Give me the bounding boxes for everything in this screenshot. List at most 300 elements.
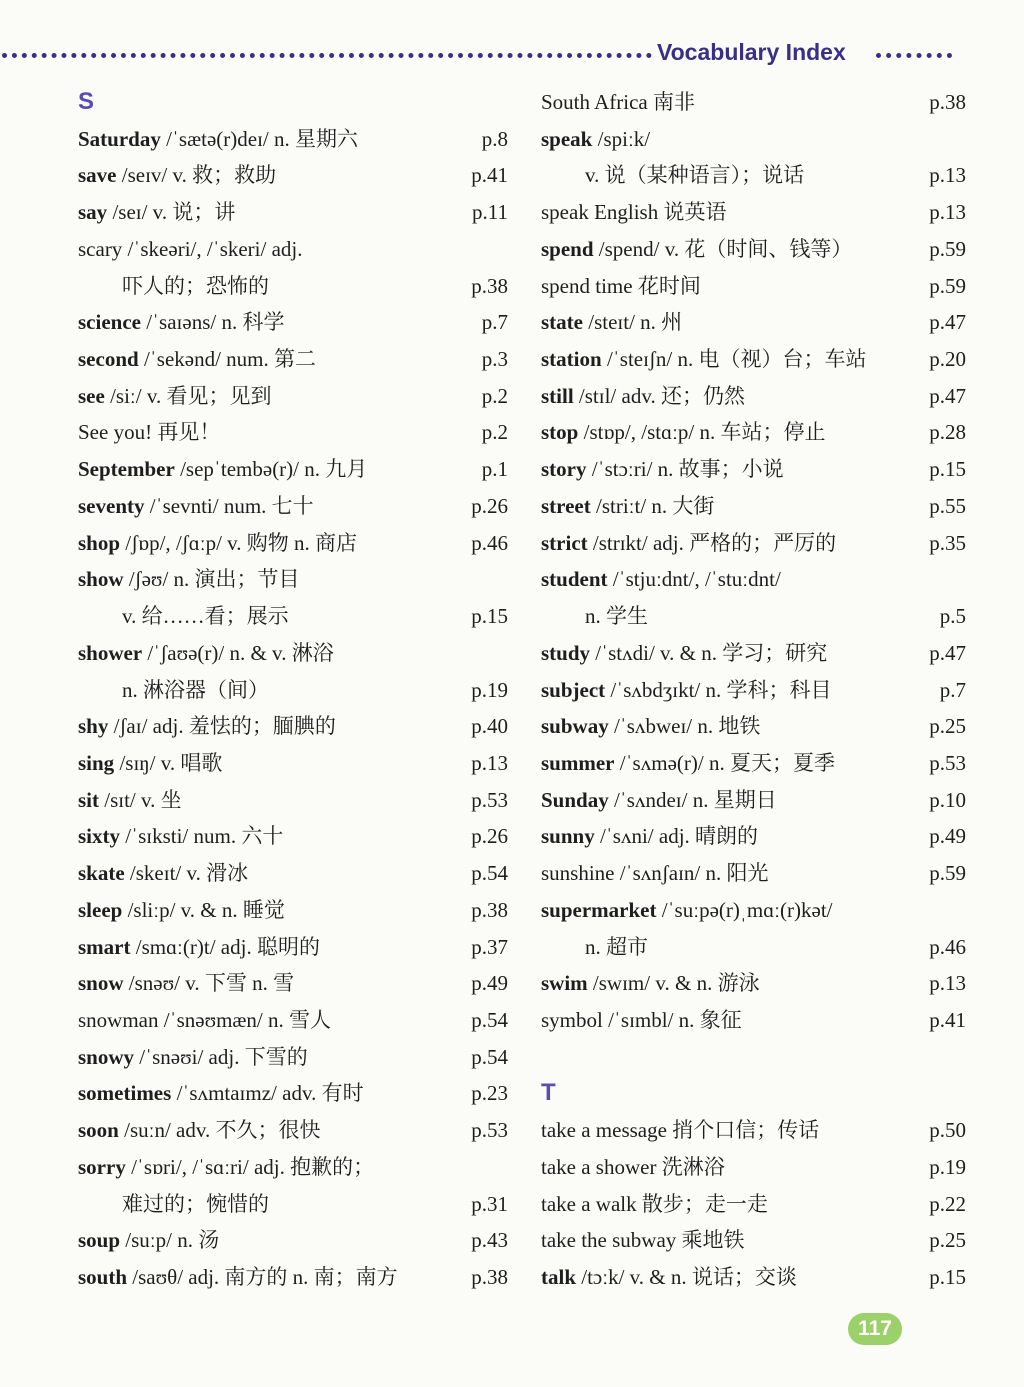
index-entry [541,488,966,525]
headword: shower [78,640,143,665]
index-entry [541,121,966,158]
letter-heading-text: S [78,88,95,115]
page-reference: p.38 [471,897,508,922]
entry-text [541,818,758,854]
entry-definition: sunshine /ˈsʌnʃaɪn/ n. 阳光 [541,861,769,886]
header-title: Vocabulary Index [657,39,846,65]
page-reference: p.13 [929,971,966,996]
headword: subway [541,714,609,739]
page-reference: p.35 [929,530,966,555]
entry-definition: /sepˈtembə(r)/ n. 九月 [174,457,368,482]
entry-definition: /ˈsevnti/ num. 七十 [144,493,314,518]
page-reference: p.7 [481,310,508,335]
entry-definition: /ˈstʌdi/ v. & n. 学习；研究 [590,640,828,665]
page-reference: p.15 [471,604,508,629]
index-entry [78,414,508,451]
entry-text [541,157,804,193]
entry-definition: /ˈsɪksti/ num. 六十 [120,824,284,849]
headword: study [541,640,591,665]
index-entry [541,525,966,562]
headword: soon [78,1118,119,1143]
entry-definition: /sɪt/ v. 坐 [99,787,182,812]
entry-text [541,598,648,634]
entry-text [78,1186,269,1222]
entry-definition: /ˈsʌmtaɪmz/ adv. 有时 [171,1081,364,1106]
page-reference: p.54 [471,1044,508,1069]
entry-text [78,965,294,1001]
index-entry [78,157,508,194]
index-entry [78,488,508,525]
entry-definition: /sliːp/ v. & n. 睡觉 [122,897,285,922]
index-entry [78,1112,508,1149]
headword: snow [78,971,124,996]
headword: soup [78,1228,121,1253]
headword: save [78,163,117,188]
entry-text [78,818,283,854]
entry-definition: spend time 花时间 [541,273,701,298]
entry-definition: /stɪl/ adv. 还；仍然 [573,383,745,408]
entry-text [541,1112,819,1148]
entry-definition: 难过的；惋惜的 [122,1191,269,1216]
headword: snowy [78,1044,135,1069]
index-entry [78,1149,508,1186]
headword: summer [541,750,615,775]
page-number-badge: 117 [848,1313,902,1345]
entry-text [78,745,222,781]
index-entry [78,672,508,709]
entry-definition: /siː/ v. 看见；见到 [104,383,272,408]
index-entry [78,1186,508,1223]
entry-definition: /ˈsʌni/ adj. 晴朗的 [594,824,759,849]
entry-text [78,525,357,561]
entry-definition: v. 给……看；展示 [122,604,289,629]
entry-definition: /ʃəʊ/ n. 演出；节目 [123,567,300,592]
index-entry [541,1112,966,1149]
entry-text [78,451,367,487]
index-entry [541,1222,966,1259]
entry-definition: /strɪkt/ adj. 严格的；严厉的 [587,530,837,555]
index-entry [541,378,966,415]
index-entry [541,1259,966,1296]
letter-heading [78,84,508,121]
entry-text [78,561,300,597]
page-reference: p.11 [472,200,508,225]
entry-definition: n. 淋浴器（间） [122,677,269,702]
index-entry [78,378,508,415]
page-reference: p.53 [471,787,508,812]
running-header [0,38,1024,68]
entry-definition: take a walk 散步；走一走 [541,1191,768,1216]
page-reference: p.13 [929,200,966,225]
entry-text [541,268,701,304]
headword: still [541,383,574,408]
entry-definition: /ˈsɒri/, /ˈsɑːri/ adj. 抱歉的； [125,1154,375,1179]
page-reference: p.37 [471,934,508,959]
entry-definition: /ˈsaɪəns/ n. 科学 [140,310,285,335]
entry-text [541,1186,768,1222]
index-entry [541,635,966,672]
entry-text [541,451,784,487]
entry-text [78,121,358,157]
entry-text [78,782,182,818]
page-reference: p.40 [471,714,508,739]
entry-definition: 吓人的；恐怖的 [122,273,269,298]
index-entry [541,782,966,819]
entry-text [541,1222,745,1258]
page-reference: p.59 [929,273,966,298]
entry-text [541,635,827,671]
entry-text [78,157,276,193]
headword: student [541,567,608,592]
entry-definition: /snəʊ/ v. 下雪 n. 雪 [123,971,295,996]
entry-definition: /ˈsʌbdʒɪkt/ n. 学科；科目 [605,677,832,702]
headword: skate [78,861,125,886]
entry-definition: South Africa 南非 [541,90,695,114]
index-entry [78,635,508,672]
entry-definition: See you! 再见！ [78,420,221,445]
index-entry [541,268,966,305]
index-entry [541,965,966,1002]
entry-definition: /swɪm/ v. & n. 游泳 [587,971,760,996]
page-reference: p.38 [471,273,508,298]
headword: supermarket [541,897,657,922]
entry-text [78,268,269,304]
entry-definition: /ˈstjuːdnt/, /ˈstuːdnt/ [607,567,781,592]
entry-definition: /suːn/ adv. 不久；很快 [118,1118,321,1143]
entry-text [78,1149,374,1185]
entry-definition: snowman /ˈsnəʊmæn/ n. 雪人 [78,1007,332,1032]
entry-text [78,855,248,891]
entry-text [78,488,314,524]
page-reference: p.59 [929,236,966,261]
entry-definition: speak English 说英语 [541,200,727,225]
index-entry [541,341,966,378]
headword: sunny [541,824,595,849]
headword: swim [541,971,588,996]
index-entry [541,231,966,268]
index-entry [78,965,508,1002]
headword: science [78,310,141,335]
page-reference: p.46 [929,934,966,959]
entry-definition: /suːp/ n. 汤 [120,1228,220,1253]
headword: second [78,347,139,372]
page-reference: p.59 [929,861,966,886]
index-entry [541,929,966,966]
entry-text [78,378,271,414]
page-reference: p.55 [929,493,966,518]
index-entry [78,451,508,488]
index-entry [78,1222,508,1259]
headword: street [541,493,591,518]
entry-definition: take a shower 洗淋浴 [541,1154,725,1179]
page-reference: p.19 [471,677,508,702]
entry-text [78,1002,331,1038]
headword: stop [541,420,579,445]
page-reference: p.10 [929,787,966,812]
entry-definition: symbol /ˈsɪmbl/ n. 象征 [541,1007,742,1032]
header-dots-left [2,53,652,58]
index-entry [541,745,966,782]
page-reference: p.2 [481,420,508,445]
headword: sing [78,750,115,775]
index-entry [541,672,966,709]
headword: strict [541,530,588,555]
entry-text [78,1112,321,1148]
entry-text [78,231,303,267]
headword: say [78,200,108,225]
headword: smart [78,934,131,959]
page-reference: p.31 [471,1191,508,1216]
entry-definition: /tɔːk/ v. & n. 说话；交谈 [576,1265,797,1289]
index-entry [78,782,508,819]
entry-text [78,194,235,230]
entry-text [541,855,768,891]
page-reference: p.13 [929,163,966,188]
index-entry [541,1186,966,1223]
entry-text [541,378,745,414]
index-entry [78,1075,508,1112]
index-entry [78,818,508,855]
page-reference: p.2 [481,383,508,408]
page-reference: p.1 [481,457,508,482]
index-entry [78,304,508,341]
index-entry [541,414,966,451]
entry-text [78,672,269,708]
entry-text [78,708,336,744]
entry-text [541,929,648,965]
index-entry [541,304,966,341]
headword: speak [541,126,593,151]
header-dots-right [876,53,952,58]
page-reference: p.47 [929,310,966,335]
entry-text [78,304,284,340]
entry-text [78,1259,398,1295]
page-reference: p.53 [929,750,966,775]
page-reference: p.49 [929,824,966,849]
index-entry [541,157,966,194]
entry-definition: take a message 捎个口信；传话 [541,1118,820,1143]
page-reference: p.25 [929,1228,966,1253]
headword: see [78,383,105,408]
entry-definition: /spiːk/ [592,126,651,151]
index-entry [78,1002,508,1039]
page-reference: p.46 [471,530,508,555]
headword: shy [78,714,109,739]
entry-definition: /ˈʃaʊə(r)/ n. & v. 淋浴 [142,640,334,665]
entry-text [541,488,714,524]
entry-definition: v. 说（某种语言）；说话 [585,163,805,188]
page-reference: p.26 [471,493,508,518]
index-entry [78,341,508,378]
headword: station [541,347,602,372]
headword: sit [78,787,99,812]
index-entry [78,1259,508,1296]
entry-text [541,561,781,597]
headword: spend [541,236,594,261]
headword: Sunday [541,787,609,812]
entry-definition: n. 超市 [585,934,648,959]
page-reference: p.50 [929,1118,966,1143]
entry-text [541,1002,742,1038]
entry-text [541,84,695,120]
entry-definition: /ˈsætə(r)deɪ/ n. 星期六 [160,126,358,151]
page-reference: p.7 [939,677,966,702]
index-entry [78,708,508,745]
entry-text [541,1149,725,1185]
headword: south [78,1265,128,1289]
entry-text [541,414,826,450]
index-entry [78,268,508,305]
page-reference: p.54 [471,861,508,886]
entry-definition: /spend/ v. 花（时间、钱等） [593,236,853,261]
entry-text [541,121,650,157]
index-entry [78,121,508,158]
index-entry [541,1002,966,1039]
index-entry [541,561,966,598]
entry-text [78,892,285,928]
index-entry [541,855,966,892]
page-reference: p.15 [929,1265,966,1289]
entry-text [541,231,852,267]
index-entry [78,892,508,929]
entry-definition: scary /ˈskeəri/, /ˈskeri/ adj. [78,236,303,261]
page-reference: p.3 [481,347,508,372]
entry-text [78,1039,308,1075]
page-reference: p.47 [929,383,966,408]
entry-definition: /ʃaɪ/ adj. 羞怯的；腼腆的 [108,714,336,739]
entry-definition: /ˈsʌndeɪ/ n. 星期日 [608,787,777,812]
headword: sorry [78,1154,126,1179]
entry-definition: /ˈsʌbweɪ/ n. 地铁 [608,714,761,739]
entry-text [78,929,320,965]
headword: sixty [78,824,120,849]
page-reference: p.53 [471,1118,508,1143]
index-entry [541,818,966,855]
index-entry [541,194,966,231]
entry-text [541,745,835,781]
entry-definition: /saʊθ/ adj. 南方的 n. 南；南方 [127,1265,398,1289]
index-entry [78,525,508,562]
entry-definition: /smɑː(r)t/ adj. 聪明的 [130,934,320,959]
entry-text [541,782,777,818]
entry-definition: /ˈsekənd/ num. 第二 [138,347,316,372]
page-reference: p.41 [929,1007,966,1032]
index-entry [541,451,966,488]
index-entry [78,745,508,782]
index-entry [78,929,508,966]
headword: Saturday [78,126,161,151]
entry-definition: /sɪŋ/ v. 唱歌 [114,750,223,775]
entry-definition: take the subway 乘地铁 [541,1228,745,1253]
entry-definition: /seɪv/ v. 救；救助 [116,163,277,188]
entry-text [78,414,220,450]
headword: sleep [78,897,123,922]
entry-text [78,1222,219,1258]
entry-text [78,635,334,671]
entry-text [78,1075,364,1111]
headword: shop [78,530,121,555]
headword: seventy [78,493,145,518]
entry-text [78,341,316,377]
page-reference: p.54 [471,1007,508,1032]
index-column-left [78,84,508,1296]
entry-text [541,341,867,377]
index-entry [78,194,508,231]
index-entry [541,598,966,635]
letter-heading-text: T [541,1079,556,1107]
page-reference: p.38 [471,1265,508,1289]
entry-text [541,525,836,561]
entry-definition: /ˈsuːpə(r)ˌmɑː(r)kət/ [656,897,833,922]
headword: story [541,457,587,482]
headword: September [78,457,175,482]
entry-text [541,672,832,708]
entry-text [541,892,832,928]
headword: state [541,310,583,335]
index-entry [78,598,508,635]
page-reference: p.38 [929,90,966,114]
entry-text [541,965,760,1001]
headword: sometimes [78,1081,172,1106]
entry-text [541,708,760,744]
entry-definition: n. 学生 [585,604,648,629]
entry-definition: /steɪt/ n. 州 [582,310,683,335]
page-reference: p.49 [471,971,508,996]
page-reference: p.43 [471,1228,508,1253]
entry-text [541,194,726,230]
index-entry [541,892,966,929]
page-reference: p.25 [929,714,966,739]
page-reference: p.19 [929,1154,966,1179]
entry-definition: /seɪ/ v. 说；讲 [107,200,236,225]
page-reference: p.20 [929,347,966,372]
headword: talk [541,1265,577,1289]
index-entry [78,1039,508,1076]
page-reference: p.47 [929,640,966,665]
entry-text [541,1259,797,1295]
index-entry [541,84,966,121]
entry-definition: /ˈsʌmə(r)/ n. 夏天；夏季 [614,750,835,775]
page-reference: p.13 [471,750,508,775]
headword: subject [541,677,606,702]
entry-definition: /ˈsnəʊi/ adj. 下雪的 [134,1044,308,1069]
page-reference: p.23 [471,1081,508,1106]
entry-definition: /striːt/ n. 大街 [590,493,715,518]
page-reference: p.8 [481,126,508,151]
index-entry [541,1149,966,1186]
entry-definition: /ˈsteɪʃn/ n. 电（视）台；车站 [601,347,867,372]
index-entry [78,231,508,268]
page-reference: p.28 [929,420,966,445]
page-reference: p.5 [939,604,966,629]
page-reference: p.15 [929,457,966,482]
letter-heading [541,1075,966,1112]
index-entry [541,708,966,745]
headword: show [78,567,124,592]
index-column-right [541,84,966,1296]
entry-text [78,598,289,634]
entry-definition: /stɒp/, /stɑːp/ n. 车站；停止 [578,420,826,445]
page-reference: p.41 [471,163,508,188]
entry-definition: /ˈstɔːri/ n. 故事；小说 [586,457,784,482]
entry-definition: /skeɪt/ v. 滑冰 [124,861,249,886]
index-entry [78,561,508,598]
page-reference: p.26 [471,824,508,849]
entry-definition: /ʃɒp/, /ʃɑːp/ v. 购物 n. 商店 [120,530,358,555]
spacer-row [541,1039,966,1076]
entry-text [541,304,682,340]
index-entry [78,855,508,892]
